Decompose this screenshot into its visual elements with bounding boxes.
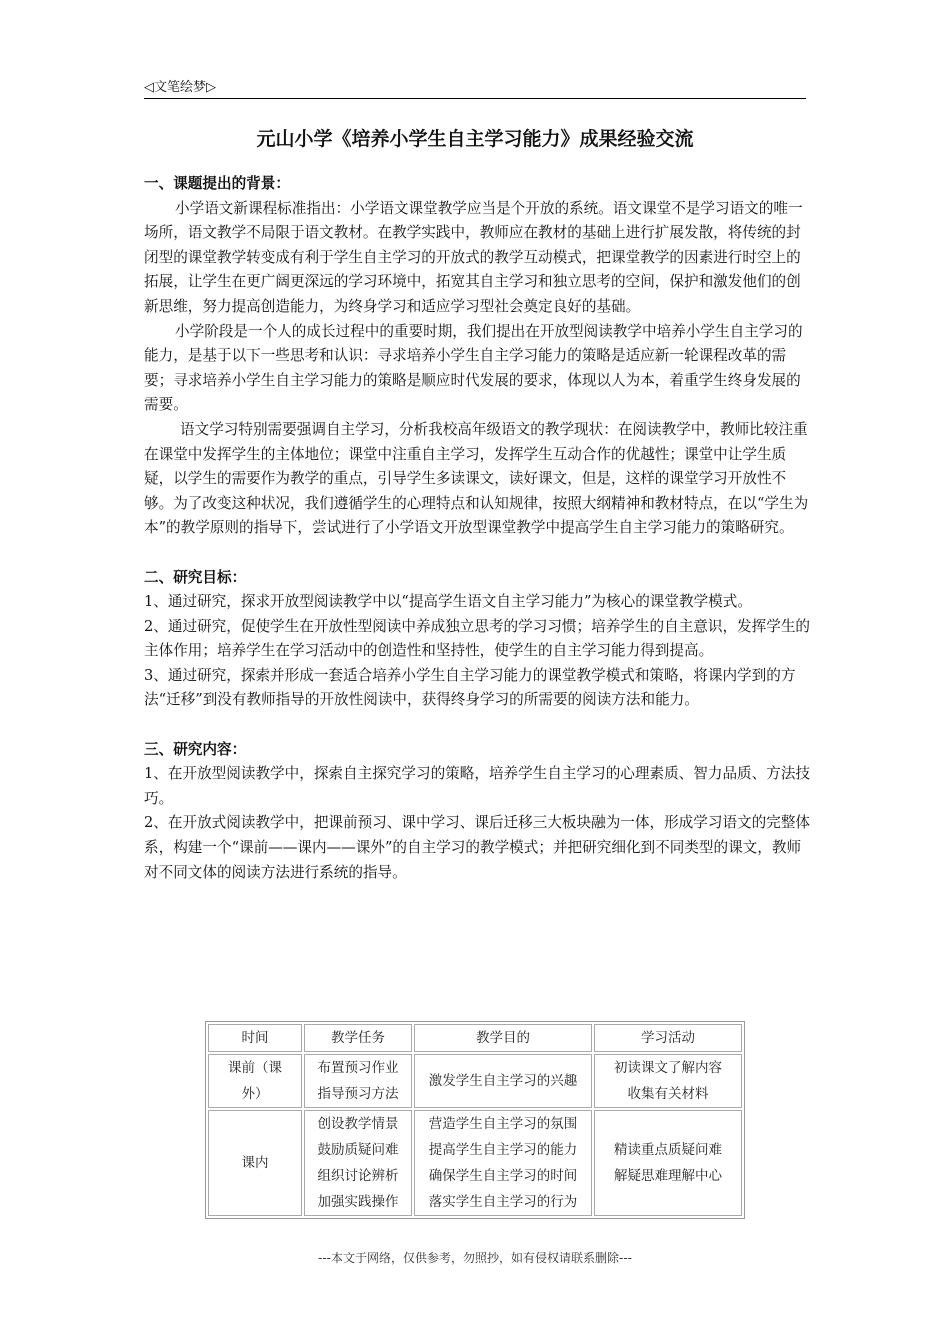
table-header-cell: 教学任务 xyxy=(304,1024,412,1052)
table-cell-tasks: 创设教学情景 鼓励质疑问难 组织讨论辨析 加强实践操作 xyxy=(304,1110,412,1216)
page-header xyxy=(144,74,806,99)
table-row xyxy=(208,1110,742,1216)
table-cell-time: 课内 xyxy=(208,1110,302,1216)
section-1-paragraph-3: 语文学习特别需要强调自主学习，分析我校高年级语文的教学现状：在阅读教学中，教师比较注重在课堂中发挥学生的主体地位；课堂中注重自主学习，发挥学生互动合作的优越性；课堂中让学生质疑，以学生的需要作为教学的重点，引导学生多读课文，读好课文，但是，这样的课堂学习开放性不够。为了改变这种状况，我们遵循学生的心理特点和认知规律，按照大纲精神和教材特点，在以“学生为本”的教学原则的指导下，尝试进行了小学语文开放型课堂教学中提高学生自主学习能力的策略研究。 xyxy=(144,420,809,537)
section-2-item-2: 2、通过研究，促使学生在开放性型阅读中养成独立思考的学习习惯；培养学生的自主意识，发挥学生的主体作用；培养学生在学习活动中的创造性和坚持性，使学生的自主学习能力得到提高。 xyxy=(144,617,811,660)
table-header-cell: 时间 xyxy=(208,1024,302,1052)
document-title: 元山小学《培养小学生自主学习能力》成果经验交流 xyxy=(256,128,694,150)
table-cell-tasks: 布置预习作业 指导预习方法 xyxy=(304,1054,412,1108)
table-header-row xyxy=(208,1024,742,1052)
section-2-item-3: 3、通过研究，探索并形成一套适合培养小学生自主学习能力的课堂教学模式和策略，将课内学到的方法“迁移”到没有教师指导的开放性阅读中，获得终身学习的所需要的阅读方法和能力。 xyxy=(144,666,796,709)
table-row xyxy=(208,1054,742,1108)
table-cell-activities: 精读重点质疑问难 解疑思难理解中心 xyxy=(594,1110,742,1216)
page-footer: ---本文于网络，仅供参考，勿照抄，如有侵权请联系删除--- xyxy=(318,1251,632,1265)
table-header-cell: 学习活动 xyxy=(594,1024,742,1052)
teaching-mode-table xyxy=(205,1021,745,1219)
header-text: ◁文笔绘梦▷ xyxy=(144,80,216,95)
section-1-paragraph-1: 小学语文新课程标准指出：小学语文课堂教学应当是个开放的系统。语文课堂不是学习语文的唯一场所，语文教学不局限于语文教材。在教学实践中，教师应在教材的基础上进行扩展发散，将传统的封闭型的课堂教学转变成有利于学生自主学习的开放式的教学互动模式，把课堂教学的因素进行时空上的拓展，让学生在更广阔更深远的学习环境中，拓宽其自主学习和独立思考的空间，保护和激发他们的创新思维，努力提高创造能力，为终身学习和适应学习型社会奠定良好的基础。 xyxy=(144,199,803,315)
section-1-paragraph-2: 小学阶段是一个人的成长过程中的重要时期，我们提出在开放型阅读教学中培养小学生自主学习的能力，是基于以下一些思考和认识：寻求培养小学生自主学习能力的策略是适应新一轮课程改革的需要；寻求培养小学生自主学习能力的策略是顺应时代发展的要求，体现以人为本，着重学生终身发展的需要。 xyxy=(144,322,803,414)
table-cell-time: 课前（课 外） xyxy=(208,1054,302,1108)
section-1-heading: 一、课题提出的背景： xyxy=(144,175,290,192)
table-header-cell: 教学目的 xyxy=(414,1024,592,1052)
table-cell-goals: 营造学生自主学习的氛围 提高学生自主学习的能力 确保学生自主学习的时间 落实学生自主学习的行为 xyxy=(414,1110,592,1216)
section-2-heading: 二、研究目标： xyxy=(144,568,247,586)
section-2-item-1: 1、通过研究，探求开放型阅读教学中以“提高学生语文自主学习能力”为核心的课堂教学模式。 xyxy=(144,593,752,611)
teaching-mode-table-wrapper xyxy=(205,1021,745,1219)
table-cell-goals: 激发学生自主学习的兴趣 xyxy=(414,1054,592,1108)
section-3-item-2: 2、在开放式阅读教学中，把课前预习、课中学习、课后迁移三大板块融为一体，形成学习语文的完整体系，构建一个“课前——课内——课外”的自主学习的教学模式；并把研究细化到不同类型的课文，教师对不同文体的阅读方法进行系统的指导。 xyxy=(144,814,811,881)
section-3-heading: 三、研究内容： xyxy=(144,740,247,758)
document-body xyxy=(144,172,814,885)
table-cell-activities: 初读课文了解内容 收集有关材料 xyxy=(594,1054,742,1108)
section-3-item-1: 1、在开放型阅读教学中，探索自主探究学习的策略，培养学生自主学习的心理素质、智力品质、方法技巧。 xyxy=(144,765,811,807)
